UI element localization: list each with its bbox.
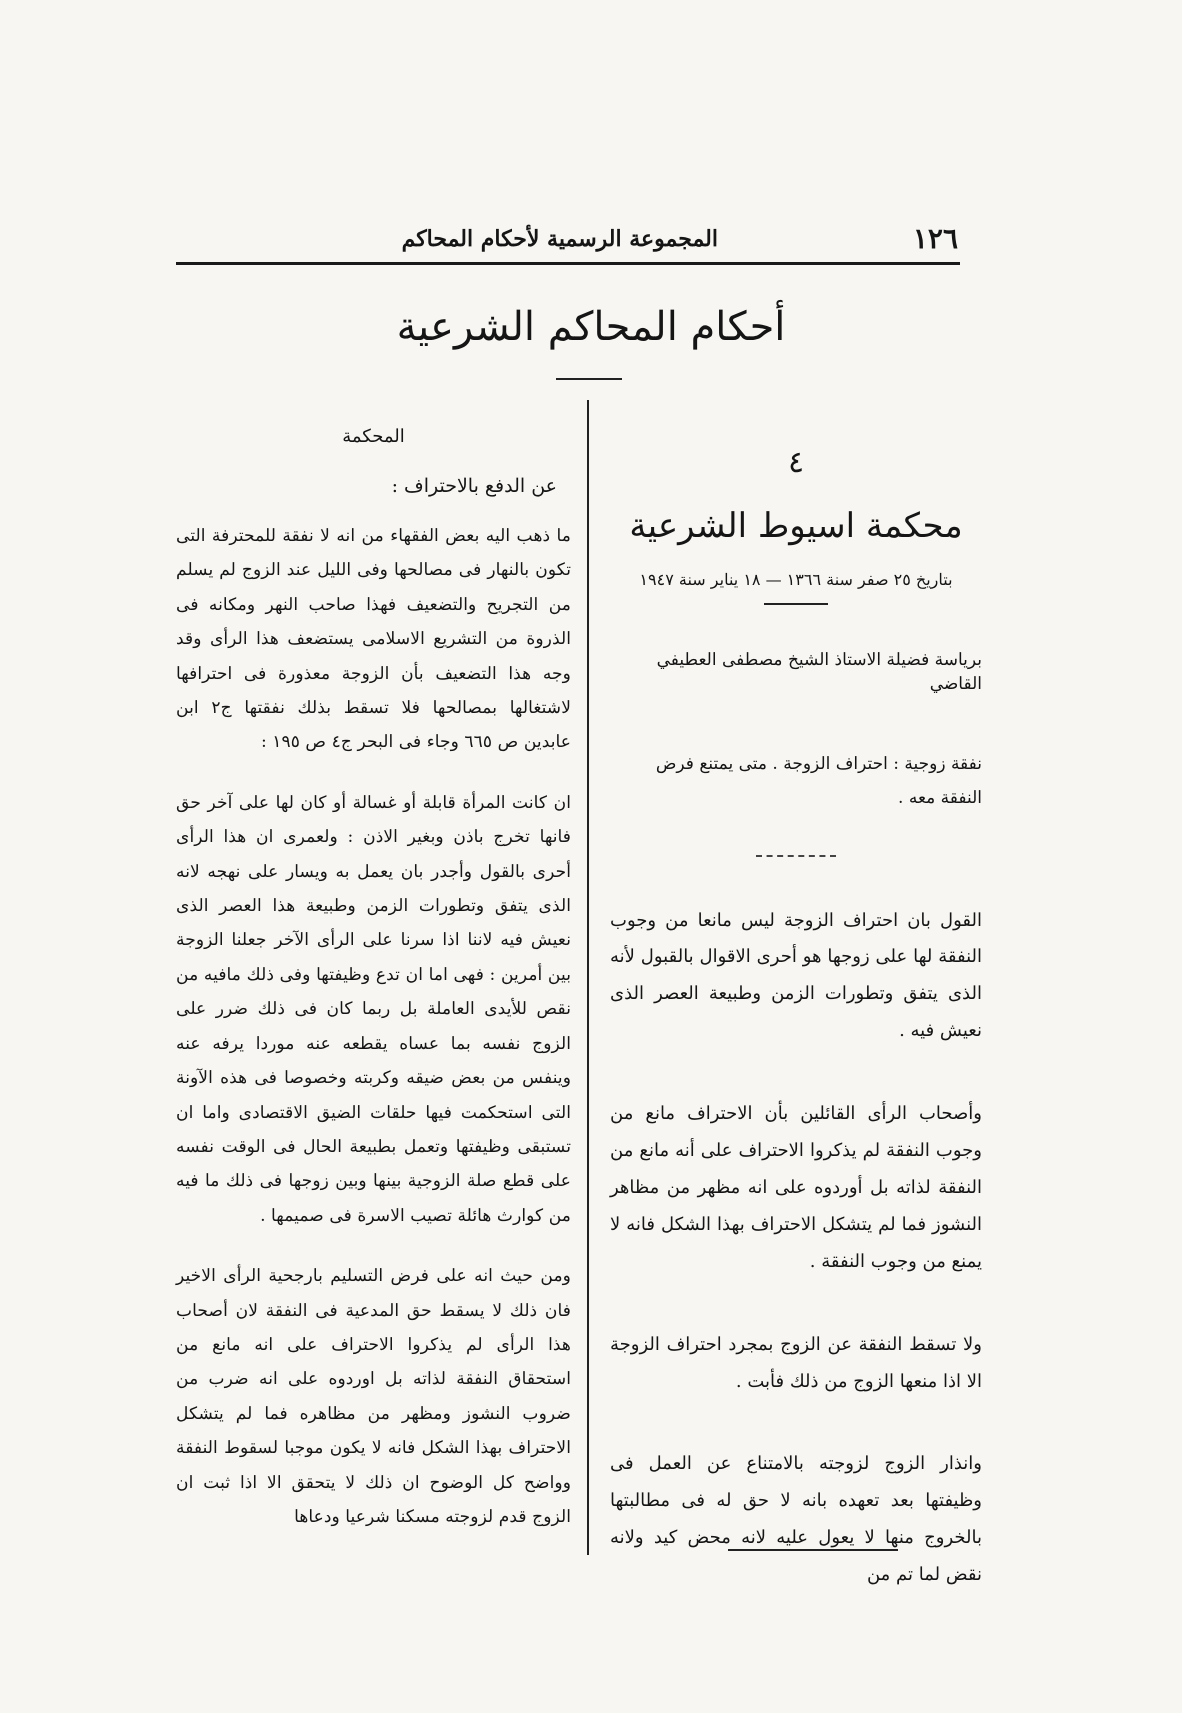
presidency-line: برياسة فضيلة الاستاذ الشيخ مصطفى العطيفي القاضي <box>656 650 982 694</box>
column-divider <box>587 400 589 1555</box>
reasoning-paragraph: ومن حيث انه على فرض التسليم بارجحية الرأى الاخير فان ذلك لا يسقط حق المدعية فى النفقة لان أصحاب هذا الرأى لم يذكروا الاحتراف على انه مانع من استحقاق النفقة لذاته بل اوردوه على انه ضرب من ضروب النشوز ومظهر من مظاهره فما لم يتشكل الاحتراف بهذا الشكل فانه لا يكون موجبا لسقوط النفقة وواضح كل الوضوح ان ذلك لا يتحقق الا اذا ثبت ان الزوج قدم لزوجته مسكنا شرعيا ودعاها <box>176 1266 571 1527</box>
judgment-date: بتاريخ ٢٥ صفر سنة ١٣٦٦ — ١٨ يناير سنة ١٩٤٧ <box>639 570 953 589</box>
legal-principle: القول بان احتراف الزوجة ليس مانعا من وجوب النفقة لها على زوجها هو أحرى الاقوال بالقبول لأنه الذى يتفق وتطورات الزمن وطبيعة العصر الذى نعيش فيه . <box>610 909 982 1042</box>
reasoning-paragraph: ما ذهب اليه بعض الفقهاء من انه لا نفقة للمحترفة التى تكون بالنهار فى مصالحها وفى الليل عند الزوج لم يسلم من التجريح والتضعيف فهذا صاحب النهر ومكانه فى الذروة من التشريع الاسلامى يستضعف هذا الرأى وقد وجه هذا التضعيف بأن الزوجة معذورة فى احترافها لاشتغالها بمصالحها فلا تسقط بذلك نفقتها ج٢ ابن عابدين ص ٦٦٥ وجاء فى البحر ج٤ ص ١٩٥ : <box>176 526 572 753</box>
court-label: المحكمة <box>342 426 405 447</box>
court-name: محكمة اسيوط الشرعية <box>629 506 963 546</box>
legal-principle: ولا تسقط النفقة عن الزوج بمجرد احتراف الزوجة الا اذا منعها الزوج من ذلك فأبت . <box>610 1333 982 1392</box>
date-rule <box>764 603 828 605</box>
defense-heading: عن الدفع بالاحتراف : <box>391 475 557 497</box>
legal-principle: وانذار الزوج لزوجته بالامتناع عن العمل فى وظيفتها بعد تعهده بانه لا حق له فى مطالبتها بالخروج منها لا يعول عليه لانه محض كيد ولانه نقض لما تم من <box>610 1453 982 1586</box>
case-number: ٤ <box>787 445 805 480</box>
case-summary-column <box>610 445 982 1594</box>
title-rule <box>556 378 622 380</box>
principles-end-rule <box>728 1549 898 1551</box>
case-subject: نفقة زوجية : احتراف الزوجة . متى يمتنع فرض النفقة معه . <box>655 753 982 808</box>
page-number: ١٢٦ <box>912 222 958 255</box>
reasoning-paragraph: ان كانت المرأة قابلة أو غسالة أو كان لها على آخر حق فانها تخرج باذن وبغير الاذن : ولعمرى ان هذا الرأى أحرى بالقول وأجدر بان يعمل به ويسار على نهجه لانه الذى يتفق وتطورات الزمن وطبيعة هذا العصر الذى نعيش فيه لاننا اذا سرنا على الرأى الآخر جعلنا الزوجة بين أمرين : فهى اما ان تدع وظيفتها وفى ذلك مافيه من نقص للأيدى العاملة بل ربما كان فى ذلك ضرر على الزوج نفسه بما عساه يقطعه عنه موردا يرفه عنه وينفس من بعض ضيقه وكربته وخصوصا فى هذه الآونة التى استحكمت فيها حلقات الضيق الاقتصادى واما ان تستبقى وظيفتها وتعمل بطبيعة الحال فى الوقت نفسه على قطع صلة الزوجية بينها وبين زوجها فى ذلك ما فيه من كوارث هائلة تصيب الاسرة فى صميمها . <box>176 792 571 1226</box>
page-header <box>178 222 958 258</box>
publication-title: المجموعة الرسمية لأحكام المحاكم <box>401 226 718 252</box>
header-rule <box>176 262 960 265</box>
section-title: أحكام المحاكم الشرعية <box>396 304 786 350</box>
court-reasoning-column <box>176 426 571 1534</box>
subject-divider <box>756 855 836 857</box>
legal-principle: وأصحاب الرأى القائلين بأن الاحتراف مانع من وجوب النفقة لم يذكروا الاحتراف على أنه مانع من النفقة لذاته بل أوردوه على انه مظهر من مظاهر النشوز فما لم يتشكل الاحتراف بهذا الشكل فانه لا يمنع من وجوب النفقة . <box>610 1103 982 1272</box>
